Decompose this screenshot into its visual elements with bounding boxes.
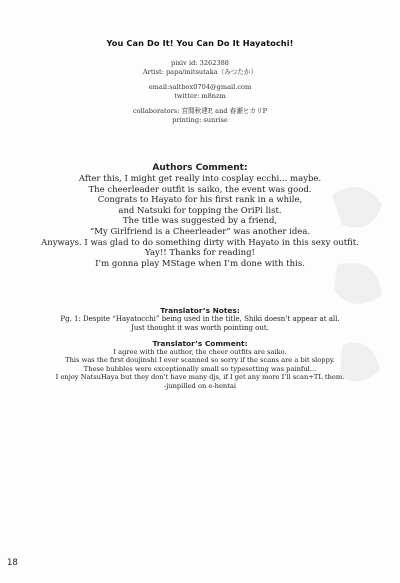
doujinshi-title: You Can Do It! You Can Do It Hayatochi! xyxy=(106,38,294,48)
translators-comment-line: This was the first doujinshi I ever scanned so sorry if the scans are a bit sloppy. xyxy=(65,356,335,365)
authors-comment-line: “My Girlfriend is a Cheerleader” was another idea. xyxy=(89,226,311,237)
authors-comment-line: Yay!! Thanks for reading! xyxy=(145,248,255,259)
pixiv-id: pixiv id: 3262388 xyxy=(171,59,229,67)
translators-comment-section xyxy=(0,339,400,390)
twitter-credit: twitter: m8nzm xyxy=(174,91,226,100)
translators-notes-section xyxy=(0,306,400,332)
translators-notes-line: Pg. 1: Despite “Hayatocchi” being used in the title, Shiki doesn’t appear at all. xyxy=(60,315,340,323)
authors-comment-line: After this, I might get really into cosplay ecchi... maybe. xyxy=(78,174,322,184)
authors-comment-line: Anyways. I was glad to do something dirty with Hayato in this sexy outfit. xyxy=(41,237,359,248)
collaborators-credit: collaborators: 宮間秋建P, and 春瀬ヒカリP xyxy=(132,107,268,116)
authors-comment-heading: Authors Comment: xyxy=(152,163,248,173)
translators-comment-line: I agree with the author, the cheer outfits are saiko. xyxy=(113,348,287,356)
translators-comment-line: I enjoy NatsuHaya but they don’t have many djs, if I get any more I’ll scan+TL them. xyxy=(55,373,345,382)
credits-block xyxy=(0,59,400,125)
page-number: 18 xyxy=(7,558,18,568)
authors-comment-line: and Natsuki for topping the OriPi list. xyxy=(118,205,282,216)
translators-notes-heading: Translator’s Notes: xyxy=(160,306,240,315)
email-credit: email:saltbox0704@gmail.com xyxy=(148,83,252,92)
translators-comment-heading: Translator’s Comment: xyxy=(152,339,248,348)
authors-comment-section xyxy=(0,163,400,269)
translators-comment-line: -junpilled on e-hentai xyxy=(163,381,237,390)
artist-credit: Artist: papa/mitsutaka（みつたか） xyxy=(142,67,258,76)
authors-comment-line: The cheerleader outfit is saiko, the event was good. xyxy=(88,184,312,195)
authors-comment-line: I’m gonna play MStage when I’m done with this. xyxy=(95,258,305,269)
translators-comment-line: These bubbles were exceptionally small so typesetting was painful... xyxy=(83,364,317,373)
authors-comment-line: Congrats to Hayato for his first rank in a while, xyxy=(97,195,303,206)
translators-notes-line: Just thought it was worth pointing out. xyxy=(131,323,269,332)
printing-credit: printing: sunrise xyxy=(172,115,228,124)
authors-comment-line: The title was suggested by a friend, xyxy=(122,216,278,227)
